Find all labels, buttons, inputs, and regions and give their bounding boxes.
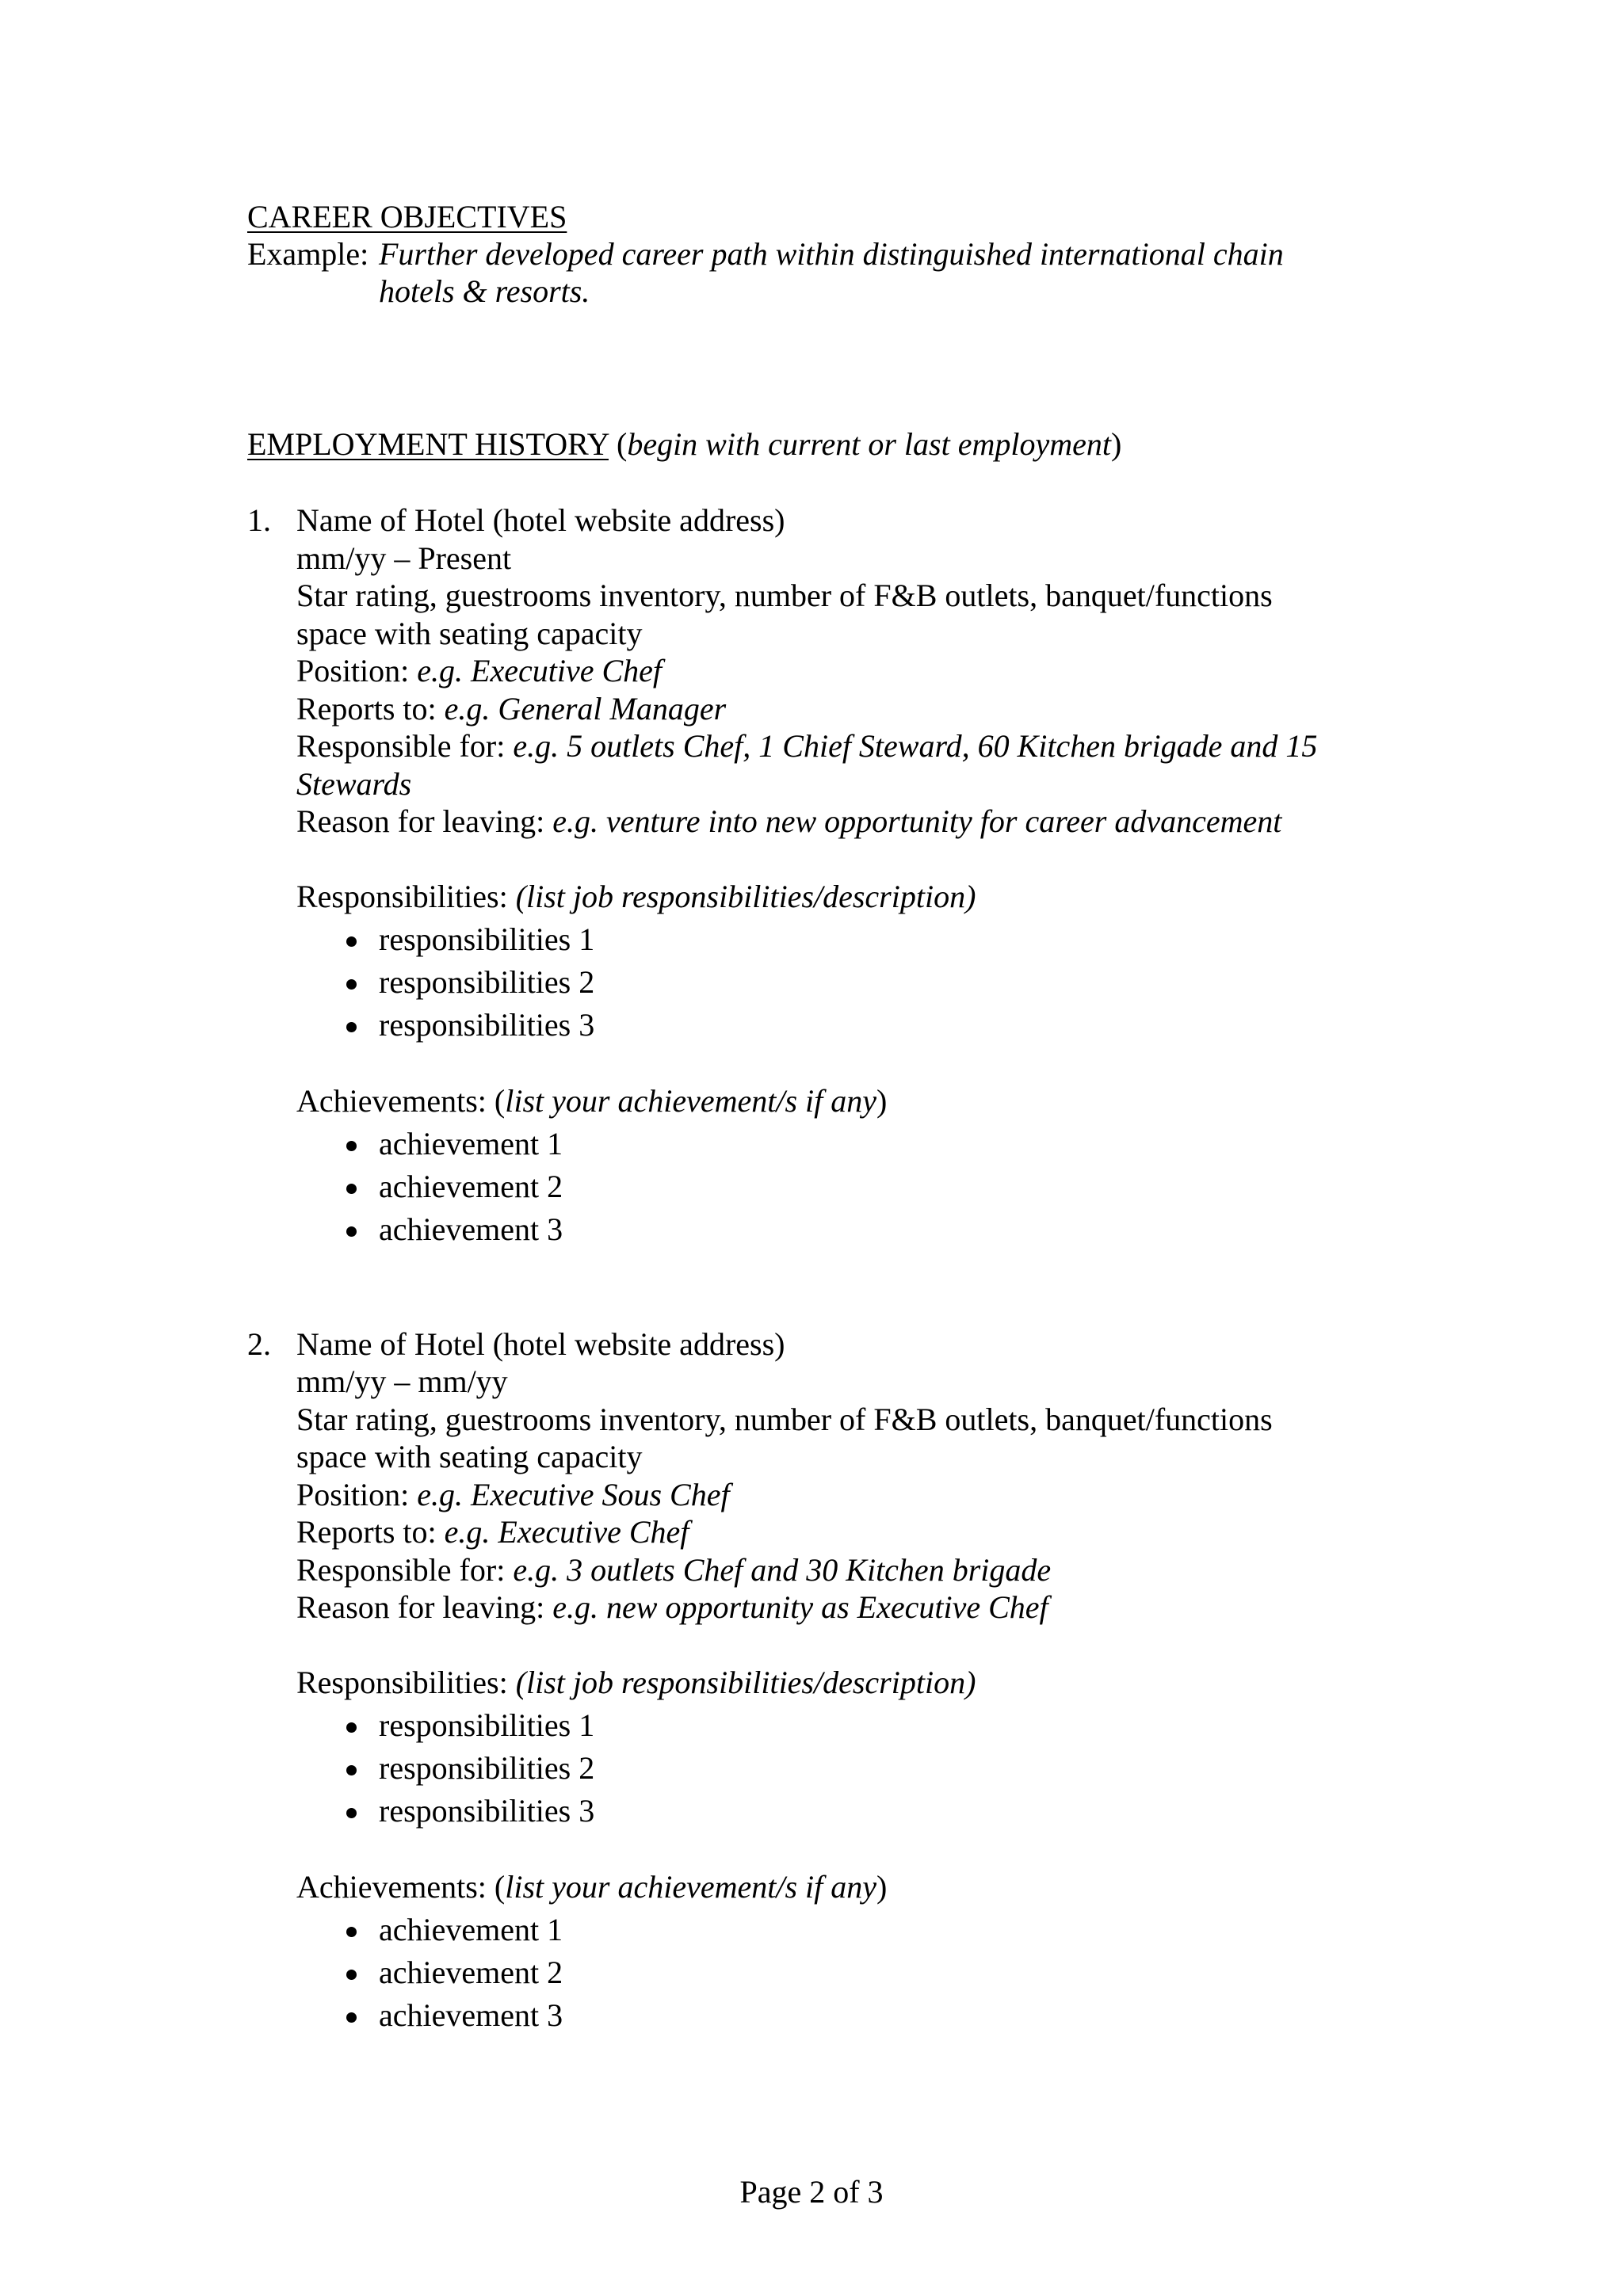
job-1-achievements-heading: Achievements: (list your achievement/s if any) (296, 1083, 888, 1119)
career-example-label: Example: (247, 236, 369, 272)
job-1-responsible-for: Responsible for: e.g. 5 outlets Chef, 1 Chief Steward, 60 Kitchen brigade and 15 (296, 728, 1318, 764)
job-1-achievement-item: achievement 2 (379, 1169, 563, 1204)
job-1-responsibility-item: responsibilities 3 (379, 1007, 595, 1043)
job-1-details-line-1: Star rating, guestrooms inventory, number of F&B outlets, banquet/functions (296, 578, 1273, 613)
job-2-dates: mm/yy – mm/yy (296, 1363, 508, 1399)
job-1-responsible-value-line-2: Stewards (296, 766, 412, 802)
job-2-achievements-heading: Achievements: (list your achievement/s if any) (296, 1869, 888, 1905)
job-1-position: Position: e.g. Executive Chef (296, 653, 662, 688)
career-example-line-2: hotels & resorts. (379, 273, 590, 309)
job-1-reason-value: e.g. venture into new opportunity for career advancement (552, 803, 1282, 839)
employment-history-heading-row: EMPLOYMENT HISTORY (begin with current or last employment) (247, 426, 1122, 462)
bullet-icon (346, 2012, 357, 2023)
bullet-icon (346, 1022, 357, 1032)
job-2-responsibility-item: responsibilities 2 (379, 1750, 595, 1786)
job-1-responsibility-item: responsibilities 2 (379, 964, 595, 1000)
job-2-reports-value: e.g. Executive Chef (444, 1514, 689, 1550)
job-2-achievement-item: achievement 3 (379, 1997, 563, 2033)
job-1-responsibilities-heading: Responsibilities: (list job responsibilities/description) (296, 879, 976, 914)
bullet-icon (346, 1765, 357, 1775)
job-2-reason-for-leaving: Reason for leaving: e.g. new opportunity as Executive Chef (296, 1589, 1048, 1625)
job-1-dates: mm/yy – Present (296, 540, 512, 576)
page-number: Page 2 of 3 (739, 2174, 884, 2210)
bullet-icon (346, 936, 357, 947)
bullet-icon (346, 979, 357, 990)
job-2-responsibilities-heading: Responsibilities: (list job responsibilities/description) (296, 1665, 976, 1700)
job-1-achievement-item: achievement 3 (379, 1211, 563, 1247)
bullet-icon (346, 1722, 357, 1733)
bullet-icon (346, 1927, 357, 1937)
job-1-position-value: e.g. Executive Chef (417, 653, 662, 688)
job-2-reports-to: Reports to: e.g. Executive Chef (296, 1514, 689, 1550)
job-2-position-value: e.g. Executive Sous Chef (417, 1477, 730, 1512)
employment-history-note: begin with current or last employment (627, 426, 1111, 462)
career-example-line-1: Further developed career path within distinguished international chain (379, 236, 1284, 272)
job-1-hotel: Name of Hotel (hotel website address) (296, 502, 785, 538)
job-2-details-line-1: Star rating, guestrooms inventory, number of F&B outlets, banquet/functions (296, 1402, 1273, 1437)
career-objectives-heading: CAREER OBJECTIVES (247, 199, 567, 235)
job-1-reports-to: Reports to: e.g. General Manager (296, 691, 727, 727)
job-1-number: 1. (247, 502, 271, 538)
job-2-details-line-2: space with seating capacity (296, 1439, 643, 1474)
job-2-responsible-for: Responsible for: e.g. 3 outlets Chef and 30 Kitchen brigade (296, 1552, 1052, 1588)
job-2-responsibility-item: responsibilities 1 (379, 1707, 595, 1743)
job-2-achievement-item: achievement 1 (379, 1912, 563, 1947)
job-1-achievement-item: achievement 1 (379, 1126, 563, 1161)
job-2-achievement-item: achievement 2 (379, 1955, 563, 1990)
bullet-icon (346, 1184, 357, 1194)
job-2-position: Position: e.g. Executive Sous Chef (296, 1477, 730, 1512)
bullet-icon (346, 1141, 357, 1151)
bullet-icon (346, 1970, 357, 1980)
employment-history-heading: EMPLOYMENT HISTORY (247, 426, 609, 462)
job-1-responsible-value: e.g. 5 outlets Chef, 1 Chief Steward, 60 Kitchen brigade and 15 (513, 728, 1318, 764)
bullet-icon (346, 1808, 357, 1818)
job-1-reports-value: e.g. General Manager (444, 691, 727, 727)
job-1-responsibility-item: responsibilities 1 (379, 921, 595, 957)
job-2-hotel: Name of Hotel (hotel website address) (296, 1326, 785, 1362)
job-2-reason-value: e.g. new opportunity as Executive Chef (552, 1589, 1048, 1625)
job-2-responsible-value: e.g. 3 outlets Chef and 30 Kitchen brigade (513, 1552, 1052, 1588)
job-1-details-line-2: space with seating capacity (296, 616, 643, 651)
job-1-reason-for-leaving: Reason for leaving: e.g. venture into new opportunity for career advancement (296, 803, 1282, 839)
bullet-icon (346, 1226, 357, 1237)
job-2-responsibility-item: responsibilities 3 (379, 1793, 595, 1829)
job-2-number: 2. (247, 1326, 271, 1362)
